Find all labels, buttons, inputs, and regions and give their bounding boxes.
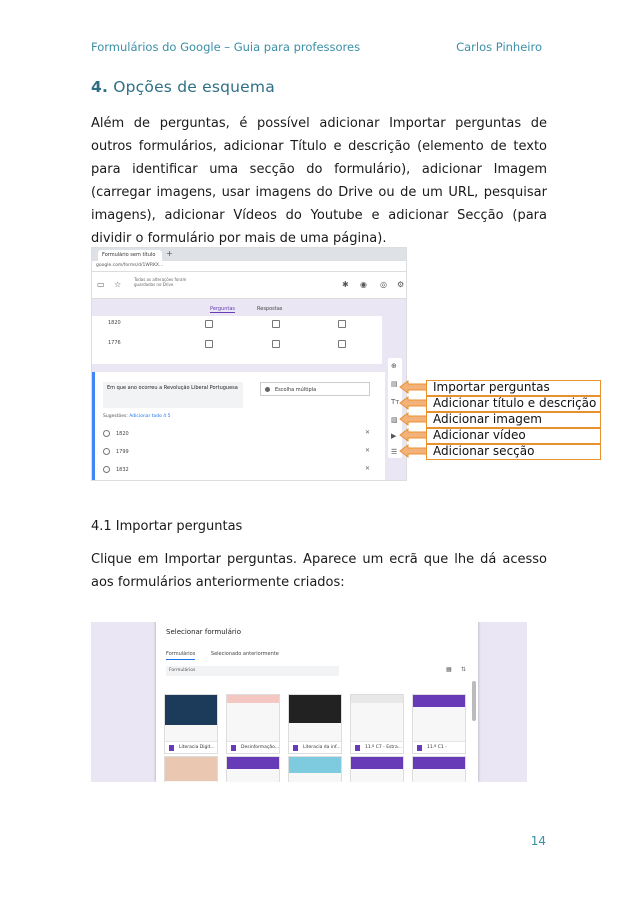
section-heading xyxy=(91,78,275,96)
thumb-label xyxy=(165,741,217,753)
thumb-banner xyxy=(227,695,279,703)
palette-icon: ◉ xyxy=(360,280,367,289)
import-icon: ▤ xyxy=(391,380,398,388)
option-item xyxy=(103,430,129,437)
new-tab-icon: + xyxy=(166,249,173,258)
question-type-select xyxy=(260,382,370,396)
checkbox xyxy=(338,340,346,348)
radio-icon xyxy=(103,466,110,473)
select-form-screenshot xyxy=(91,622,527,782)
callout-add-video: Adicionar vídeo xyxy=(426,428,601,444)
tab-previous: Selecionado anteriormente xyxy=(210,651,279,657)
thumb-banner xyxy=(165,695,217,725)
suggestions-values: Adicionar todo 4 5 xyxy=(129,414,171,419)
browser-tabbar xyxy=(92,248,406,261)
eye-icon: ◎ xyxy=(380,280,387,289)
running-header-author: Carlos Pinheiro xyxy=(456,40,542,54)
thumb-label xyxy=(351,741,403,753)
thumb-title: Literacia da inf... xyxy=(303,745,341,750)
browser-tab: Formulário sem título xyxy=(98,250,162,261)
star-icon: ☆ xyxy=(114,280,122,289)
option-item xyxy=(103,466,129,473)
checkbox xyxy=(205,340,213,348)
thumb-title: 11.º C1 - xyxy=(427,745,447,750)
grid-view-icon: ▦ xyxy=(446,666,452,673)
thumb-banner xyxy=(165,757,217,781)
question-text: Em que ano ocorreu a Revolução Liberal Portuguesa xyxy=(103,382,243,408)
intro-paragraph: Além de perguntas, é possível adicionar Importar perguntas de outros formulários, adicionar Título e descrição (elemento de texto para identificar uma secção do formulário), adicionar Imagem (carregar imagens, usar imagens do Drive ou de um URL, pesquisar imagens), adicionar Vídeos do Youtube e adicionar Secção (para dividir o formulário por mais de uma página). xyxy=(91,116,547,246)
gear-icon: ⚙ xyxy=(397,280,405,289)
form-thumb xyxy=(288,694,342,754)
section-title: Opções de esquema xyxy=(113,78,275,96)
form-thumb xyxy=(288,756,342,782)
close-icon: ✕ xyxy=(365,429,371,436)
callout-add-title: Adicionar título e descrição xyxy=(426,396,601,412)
save-note: Todas as alterações foram guardadas no Drive xyxy=(134,277,187,287)
forms-editor-screenshot xyxy=(91,247,407,481)
import-paragraph: Clique em Importar perguntas. Aparece um ecrã que lhe dá acesso aos formulários anteriormente criados: xyxy=(91,552,547,590)
forms-toolbar xyxy=(92,272,406,299)
thumb-title: Desinformação... xyxy=(241,745,280,750)
thumb-label xyxy=(227,741,279,753)
section-icon: ☰ xyxy=(391,448,398,456)
thumb-banner xyxy=(351,695,403,703)
section-number: 4. xyxy=(91,78,109,96)
grid-question-card xyxy=(92,316,382,364)
thumb-banner xyxy=(289,757,341,773)
subsection-heading: 4.1 Importar perguntas xyxy=(91,519,243,534)
callout-add-image: Adicionar imagem xyxy=(426,412,601,428)
checkbox xyxy=(205,320,213,328)
form-thumb xyxy=(350,756,404,782)
form-thumb xyxy=(412,756,466,782)
forms-icon xyxy=(169,745,174,751)
suggestions xyxy=(103,414,170,419)
question-card xyxy=(92,372,385,480)
form-thumb xyxy=(226,756,280,782)
tab-responses: Respostas xyxy=(257,306,283,312)
option-label: 1799 xyxy=(116,449,129,455)
running-header-title: Formulários do Google – Guia para professores xyxy=(91,40,361,54)
thumb-banner xyxy=(413,757,465,769)
thumb-title: Literacia Digit... xyxy=(179,745,215,750)
form-thumb xyxy=(226,694,280,754)
option-label: 1832 xyxy=(116,467,129,473)
address-bar: google.com/forms/d/1WRKX... xyxy=(92,261,407,272)
dialog-title: Selecionar formulário xyxy=(166,628,242,636)
tab-questions: Perguntas xyxy=(210,306,236,312)
close-icon: ✕ xyxy=(365,447,371,454)
form-thumb xyxy=(164,694,218,754)
thumb-title: 11.º C7 - Estra... xyxy=(365,745,403,750)
checkbox xyxy=(338,320,346,328)
thumb-label xyxy=(289,741,341,753)
dialog-tabs xyxy=(166,651,293,657)
sort-icon: ⇅ xyxy=(461,666,467,673)
title-icon: Tт xyxy=(391,398,400,406)
tab-forms: Formulários xyxy=(166,651,195,660)
folder-icon: ▭ xyxy=(97,280,105,289)
video-icon: ▶ xyxy=(391,432,397,440)
checkbox xyxy=(272,320,280,328)
forms-icon xyxy=(417,745,422,751)
thumb-banner xyxy=(227,757,279,769)
select-form-dialog xyxy=(156,622,478,782)
search-input: Formulários xyxy=(166,666,339,676)
form-thumb xyxy=(164,756,218,782)
add-question-icon: ⊕ xyxy=(391,362,397,370)
radio-icon xyxy=(265,387,270,392)
scrollbar xyxy=(472,681,476,721)
addon-icon: ✱ xyxy=(342,280,349,289)
callout-import-questions: Importar perguntas xyxy=(426,380,601,396)
option-item xyxy=(103,448,129,455)
checkbox xyxy=(272,340,280,348)
forms-icon xyxy=(231,745,236,751)
page-number: 14 xyxy=(530,834,546,848)
thumb-banner xyxy=(351,757,403,769)
image-icon: ▨ xyxy=(391,416,398,424)
forms-icon xyxy=(293,745,298,751)
form-thumb xyxy=(412,694,466,754)
question-type-label: Escolha múltipla xyxy=(275,387,317,393)
thumb-label xyxy=(413,741,465,753)
close-icon: ✕ xyxy=(365,465,371,472)
callout-add-section: Adicionar secção xyxy=(426,444,601,460)
forms-icon xyxy=(355,745,360,751)
grid-row: 1776 xyxy=(108,340,121,346)
grid-row: 1820 xyxy=(108,320,121,326)
suggestions-label: Sugestões: xyxy=(103,414,128,419)
radio-icon xyxy=(103,448,110,455)
radio-icon xyxy=(103,430,110,437)
form-thumb xyxy=(350,694,404,754)
thumb-banner xyxy=(289,695,341,723)
option-label: 1820 xyxy=(116,431,129,437)
thumb-banner xyxy=(413,695,465,707)
